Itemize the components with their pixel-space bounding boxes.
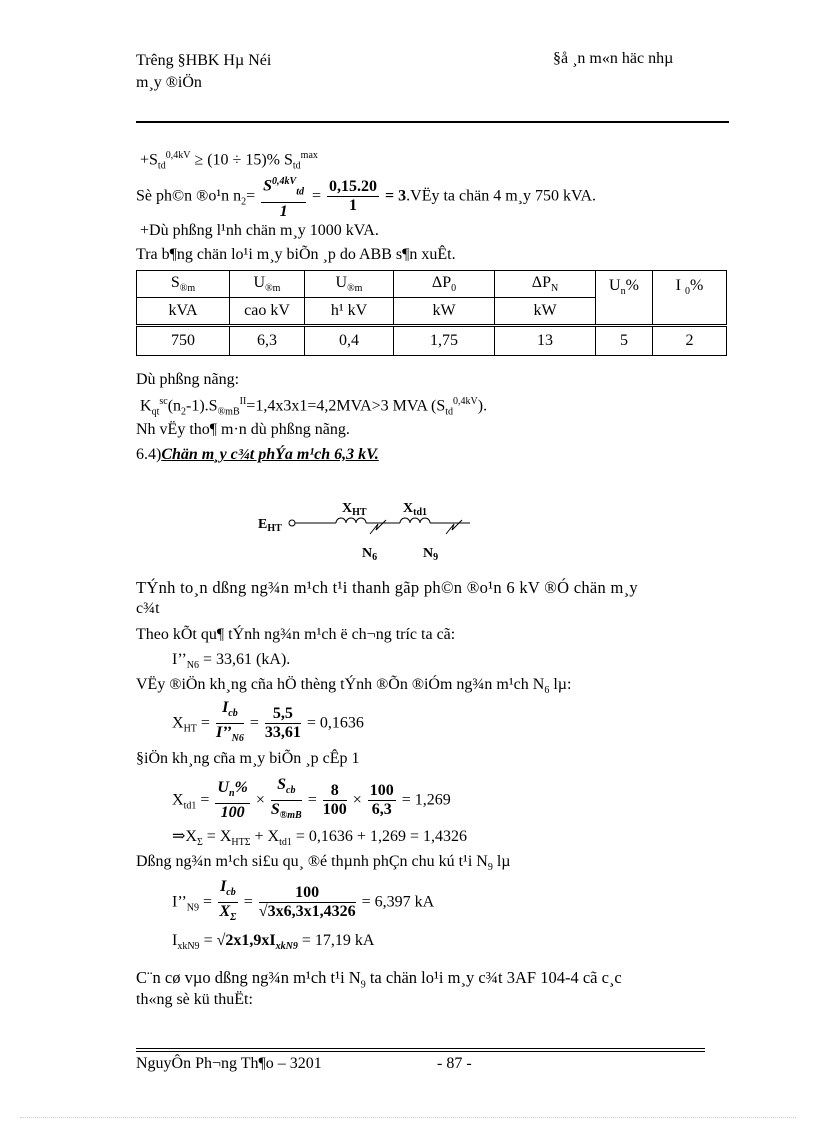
formula-i-n9: $I’’_{N9}$ = $\frac{I_{cb}}{X_\Sigma}$ = $\frac{100}{√3x6,3x1,4326}$ = 6,397 kA bbox=[172, 878, 434, 927]
circuit-diagram bbox=[250, 494, 490, 574]
line-transformer-reactance: §iÖn kh¸ng cña m¸y biÕn ¸p cÊp 1 bbox=[136, 750, 360, 767]
fraction-value: $\frac{0,15.20}{1}$ bbox=[329, 178, 378, 215]
formula-x-ht: $X_{HT}$ = $\frac{I_{cb}}{I’’_{N6}}$ = $\frac{5,5}{33,61}$ = 0,1636 bbox=[172, 699, 364, 748]
fraction-icb-in6: $\frac{I_{cb}}{I’’_{N6}}$ bbox=[215, 699, 244, 745]
line-specs: th«ng sè kü thuËt: bbox=[136, 991, 253, 1008]
fraction-un: $\frac{U_n\%}{100}$ bbox=[217, 779, 248, 822]
header-rule bbox=[136, 121, 729, 123]
line-hot-reserve: Dù phßng nãng: bbox=[136, 371, 240, 388]
footer-author: NguyÔn Ph¬ng Th¶o – 3201 bbox=[136, 1055, 322, 1072]
line-calc-intro: TÝnh to¸n dßng ng¾n m¹ch t¹i thanh gãp ph©n ®o¹n 6 kV ®Ó chän m¸y bbox=[136, 578, 638, 597]
line-system-reactance: VËy ®iÖn kh¸ng cña hÖ thèng tÝnh ®Õn ®iÓm ng¾n m¹ch $N_6$ lµ: bbox=[136, 676, 572, 697]
header-subject: m¸y ®iÖn bbox=[136, 74, 202, 91]
source-node bbox=[289, 520, 295, 526]
fraction-value: $\frac{8}{100}$ bbox=[322, 782, 347, 819]
table-cell: 0,4 bbox=[305, 326, 394, 356]
table-header-row bbox=[137, 271, 727, 298]
fraction-s-td: $\frac{S^{0,4kV}_{td}}{1}$ bbox=[261, 173, 306, 221]
table-header-cell: $U_n\%$ bbox=[596, 271, 653, 326]
table-unit-cell: cao kV bbox=[230, 298, 305, 326]
table-cell: 2 bbox=[653, 326, 727, 356]
line-sections: Sè ph©n ®o¹n $n_2=$ $\frac{S^{0,4kV}_{td}}{1}$ = $\frac{0,15.20}{1}$ = 3.VËy ta chän 4 m¸y 750 kVA. bbox=[136, 173, 596, 221]
transformer-spec-table bbox=[136, 270, 727, 356]
table-header-cell: $U_{®m}$ bbox=[305, 271, 394, 298]
table-cell: 750 bbox=[137, 326, 230, 356]
line-breaker-choice: C¨n cø vµo dßng ng¾n m¹ch t¹i $N_9$ ta chän lo¹i m¸y c¾t 3AF 104-4 cã c¸c bbox=[136, 968, 622, 991]
table-header-cell: $\Delta P_N$ bbox=[495, 271, 596, 298]
table-header-cell: $S_{®m}$ bbox=[137, 271, 230, 298]
line-i-n6: $I’’_{N6} = 33,61$ (kA). bbox=[172, 651, 291, 672]
fraction-icb-xsigma: $\frac{I_{cb}}{X_\Sigma}$ bbox=[219, 878, 237, 924]
fraction-scb: $\frac{S_{cb}}{S_{®mB}}$ bbox=[270, 776, 302, 822]
line-calc-intro-cont: c¾t bbox=[136, 600, 160, 617]
line-table-intro: Tra b¶ng chän lo¹i m¸y biÕn ¸p do ABB s¶n xuÊt. bbox=[136, 246, 456, 263]
table-header-cell: $\Delta P_0$ bbox=[394, 271, 495, 298]
x-td1-label: $X_{td1}$ bbox=[403, 501, 428, 518]
page-edge bbox=[20, 1117, 796, 1118]
formula-x-sigma: $\Rightarrow X_\Sigma = X_{HT\Sigma} + X_{td1} = 0,1636 + 1,269 = 1,4326$ bbox=[172, 828, 467, 849]
page-number: - 87 - bbox=[437, 1055, 472, 1072]
line-subtransient: Dßng ng¾n m¹ch si£u qu¸ ®é thµnh phÇn chu kú t¹i $N_9$ lµ bbox=[136, 853, 511, 874]
fraction-value: $\frac{100}{6,3}$ bbox=[369, 782, 394, 819]
table-cell: 13 bbox=[495, 326, 596, 356]
header-right: §å ¸n m«n häc nhµ bbox=[553, 50, 674, 67]
table-cell: 5 bbox=[596, 326, 653, 356]
header-school: Trêng §HBK Hµ Néi bbox=[136, 52, 272, 69]
source-label: $E_{HT}$ bbox=[258, 517, 282, 534]
header-left bbox=[136, 50, 271, 94]
line-satisfied: Nh vËy tho¶ m·n dù phßng nãng. bbox=[136, 421, 350, 438]
table-header-cell: I $_0$% bbox=[653, 271, 727, 326]
formula-x-td1: $X_{td1}$ = $\frac{U_n\%}{100}$ × $\frac{S_{cb}}{S_{®mB}}$ = $\frac{8}{100}$ × $\frac{100}{6,3}$ = 1,269 bbox=[172, 776, 451, 825]
table-cell: 6,3 bbox=[230, 326, 305, 356]
footer-rule-bottom bbox=[136, 1051, 705, 1052]
table-cell: 1,75 bbox=[394, 326, 495, 356]
line-condition: $+S_{td}^{0,4kV} \ge (10 \div 15)\%$ $S_{td}^{max}$ bbox=[140, 150, 318, 172]
reactor-ht bbox=[336, 518, 366, 523]
transformer-td1 bbox=[400, 518, 430, 523]
fault-n6-icon bbox=[370, 520, 386, 534]
formula-i-xk: $I_{xkN9} = √2x1,9xI_{xkN9} = 17,19$ kA bbox=[172, 932, 375, 953]
x-ht-label: $X_{HT}$ bbox=[342, 501, 367, 518]
n9-label: $N_9$ bbox=[423, 546, 439, 563]
table-row bbox=[137, 326, 727, 356]
footer-rule-top bbox=[136, 1048, 705, 1049]
table-unit-cell: kVA bbox=[137, 298, 230, 326]
table-header-cell: $U_{®m}$ bbox=[230, 271, 305, 298]
table-unit-cell: kW bbox=[495, 298, 596, 326]
fault-n9-icon bbox=[446, 520, 462, 534]
table-unit-cell: kW bbox=[394, 298, 495, 326]
table-unit-cell: h¹ kV bbox=[305, 298, 394, 326]
section-heading: 6.4)Chän m¸y c¾t phÝa m¹ch 6,3 kV. bbox=[136, 446, 379, 463]
line-overload: $K_{qt}^{sc}(n_2-1).S_{®mB}^{II}=1,4x3x1=4,2MVA>3$ MVA $(S_{td}^{0,4kV})$. bbox=[140, 396, 488, 418]
fraction-value: $\frac{100}{√3x6,3x1,4326}$ bbox=[258, 884, 356, 921]
n6-label: $N_6$ bbox=[362, 546, 378, 563]
line-cold-reserve: +Dù phßng l¹nh chän m¸y 1000 kVA. bbox=[140, 222, 379, 239]
line-previous-result: Theo kÕt qu¶ tÝnh ng¾n m¹ch ë ch¬ng tríc ta cã: bbox=[136, 626, 456, 643]
fraction-value: $\frac{5,5}{33,61}$ bbox=[264, 705, 301, 742]
